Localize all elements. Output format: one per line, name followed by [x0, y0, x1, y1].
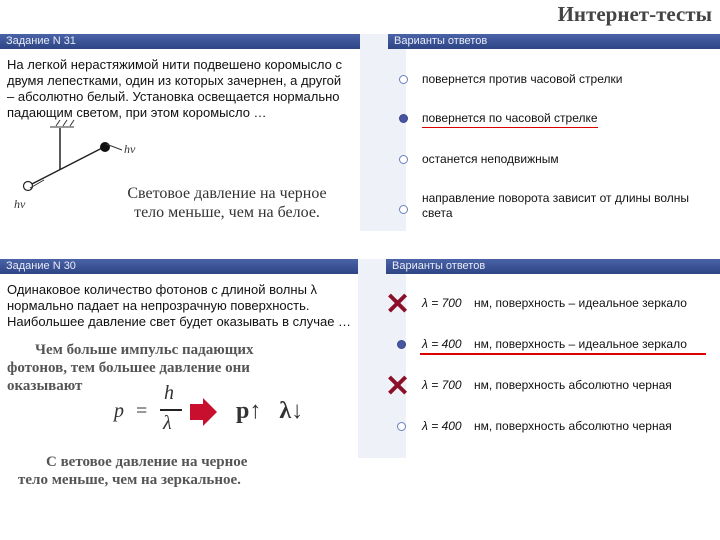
task30-option2-lambda: λ = 400 [422, 337, 462, 351]
task31-option1[interactable]: повернется против часовой стрелки [422, 72, 623, 86]
task31-option3[interactable]: останется неподвижным [422, 152, 559, 166]
task31-question: На легкой нерастяжимой нити подвешено коромысло с двумя лепестками, один из которых зачернен, а другой – абсолютно белый. Установка освещается нормально падающим светом, при этом коромысло … [7, 57, 342, 120]
task30-option3-lambda: λ = 700 [422, 378, 462, 392]
figure-label-top: hν [124, 142, 136, 156]
cross-mark-icon: ✕ [385, 288, 411, 321]
page-title: Интернет-тесты [557, 2, 712, 26]
formula-eq: = [136, 400, 148, 422]
selected-underline [420, 353, 706, 355]
task30-explanation2: С ветовое давление на черное тело меньше, чем на зеркальное. [18, 454, 248, 488]
divider-shade-2 [358, 259, 386, 458]
task30-option3[interactable]: нм, поверхность абсолютно черная [474, 378, 672, 392]
task30-option4-radio[interactable] [397, 422, 406, 431]
task30-explanation1: Чем больше импульс падающих фотонов, тем большее давление они оказывают [7, 342, 254, 394]
cross-mark-icon-2: ✕ [385, 370, 411, 403]
task31-header: Задание N 31 [0, 34, 360, 49]
formula-denominator: λ [163, 412, 172, 434]
task31-option4[interactable]: направление поворота зависит от длины волны света [422, 191, 690, 220]
formula-numerator: h [164, 382, 174, 404]
task30-option4[interactable]: нм, поверхность абсолютно черная [474, 419, 672, 433]
task31-option2-radio[interactable] [399, 114, 408, 123]
fraction-bar [160, 409, 182, 411]
task30-question: Одинаковое количество фотонов с длиной волны λ нормально падает на непрозрачную поверхность. Наибольшее давление свет будет оказывать в случае … [7, 282, 352, 329]
task30-option2-radio[interactable] [397, 340, 406, 349]
figure-label-bottom: hν [14, 197, 26, 211]
task30-option4-lambda: λ = 400 [422, 419, 462, 433]
task30-header: Задание N 30 [0, 259, 358, 274]
task31-option4-radio[interactable] [399, 205, 408, 214]
task31-option3-radio[interactable] [399, 155, 408, 164]
task30-option1[interactable]: нм, поверхность – идеальное зеркало [474, 296, 687, 310]
task30-answers-header: Варианты ответов [386, 259, 720, 274]
formula-p: p [114, 400, 124, 422]
task31-option1-radio[interactable] [399, 75, 408, 84]
task31-explanation: Световое давление на черное тело меньше, чем на белое. [127, 185, 327, 221]
right-arrow-icon [190, 398, 218, 426]
task30-option1-lambda: λ = 700 [422, 296, 462, 310]
formula-result: p↑ λ↓ [236, 398, 304, 424]
task30-option2[interactable]: нм, поверхность – идеальное зеркало [474, 337, 687, 351]
task31-option2[interactable]: повернется по часовой стрелке [422, 111, 598, 128]
task31-answers-header: Варианты ответов [388, 34, 720, 49]
